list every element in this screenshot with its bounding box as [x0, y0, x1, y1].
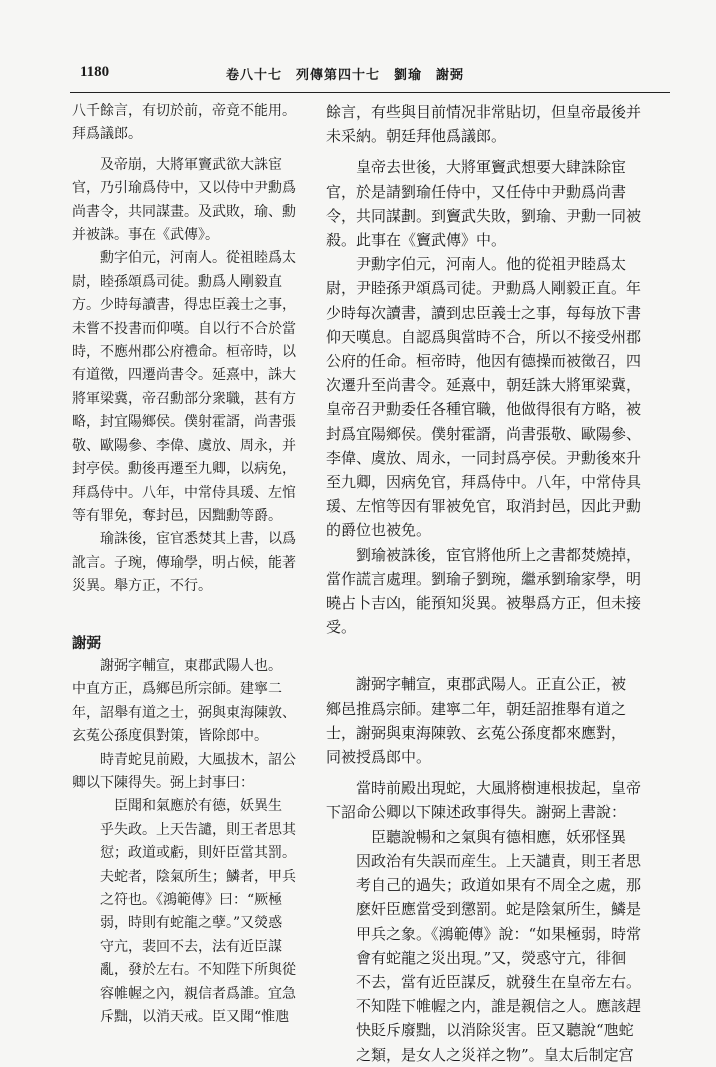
text-line: 不知陛下帷幄之内，誰是親信之人。應該趕 — [326, 997, 642, 1016]
text-line: 臣聞和氣應於有德，妖異生 — [72, 798, 282, 815]
text-line: 考自己的過失；政道如果有不周全之處，那 — [326, 876, 642, 895]
text-line: 尚書令，共同謀畫。及武敗，瑜、勳 — [72, 203, 296, 220]
section-heading: 謝弼 — [72, 634, 101, 652]
memorial-quote-block — [326, 825, 644, 1067]
text-line: 未采納。朝廷拜他爲議郎。 — [326, 127, 507, 146]
paragraph-block — [326, 252, 644, 542]
text-line: 八千餘言，有切於前，帝竟不能用。 — [72, 103, 296, 119]
text-line: 仰天嘆息。自認爲與當時不合，所以不接受州郡 — [326, 327, 642, 346]
text-line: 之類，是女人之災祥之物”。皇太后制定宫 — [326, 1045, 634, 1064]
text-line: 次遷升至尚書令。延熹中，朝廷誅大將軍梁冀， — [326, 376, 642, 395]
text-line: 拜爲議郎。 — [72, 126, 142, 143]
text-line: 謝弼字輔宣，東郡武陽人也。 — [72, 657, 282, 674]
text-line: 尉，尹睦孫尹頌爲司徒。尹勳爲人剛毅正直。年 — [326, 279, 642, 298]
text-line: 殺。此事在《竇武傳》中。 — [326, 231, 507, 250]
text-line: 瑗、左悺等因有罪被免官，取消封邑，因此尹勳 — [326, 497, 642, 516]
text-line: 勳字伯元，河南人。從祖睦爲太 — [72, 250, 296, 267]
text-line: 弱，時則有蛇龍之孽。”又熒惑 — [72, 915, 283, 932]
text-line: 餘言，有些與目前情况非常貼切，但皇帝最後并 — [326, 103, 642, 121]
text-line: 訛言。子琬，傳瑜學，明占候，能著 — [72, 554, 296, 571]
text-line: 瑜誅後，宦官悉焚其上書，以爲 — [72, 531, 296, 548]
text-line: 封亭侯。勳後再遷至九卿，以病免， — [72, 461, 296, 478]
paragraph-block — [326, 672, 644, 769]
running-header-title: 卷八十七 列傳第四十七 劉瑜 謝弼 — [226, 68, 465, 83]
text-line: 當作謊言處理。劉瑜子劉琬，繼承劉瑜家學，明 — [326, 569, 642, 588]
paragraph-block — [72, 528, 308, 598]
paragraph-block — [326, 543, 644, 640]
text-line: 夫蛇者，陰氣所生；鱗者，甲兵 — [72, 868, 296, 885]
text-line: 公府的任命。桓帝時，他因有德操而被徵召，四 — [326, 352, 642, 371]
paragraph-block — [72, 749, 308, 796]
page-number: 1180 — [80, 64, 110, 80]
text-line: 受。 — [326, 618, 357, 637]
paragraph-block — [72, 154, 308, 248]
text-line: 將軍梁冀，帝召勳部分衆職，甚有方 — [72, 390, 296, 407]
text-line: 拜爲侍中。八年，中常侍具瑗、左悺 — [72, 484, 296, 501]
text-line: 尉，睦孫頌爲司徒。勳爲人剛毅直 — [72, 273, 282, 290]
text-line: 時，不應州郡公府禮命。桓帝時，以 — [72, 344, 296, 361]
text-line: 乎失政。上天告譴，則王者思其 — [72, 821, 296, 838]
text-line: 官，於是請劉瑜任侍中，又任侍中尹勳爲尚書 — [326, 182, 627, 201]
text-line: 等有罪免，奪封邑，因黜勳等爵。 — [72, 507, 282, 524]
text-line: 因政治有失誤而産生。上天譴責，則王者思 — [326, 851, 642, 870]
text-line: 亂，發於左右。不知陛下所與從 — [72, 962, 296, 979]
text-line: 劉瑜被誅後，宦官將他所上之書都焚燒掉， — [326, 545, 642, 564]
vernacular-translation-column — [326, 100, 644, 1067]
text-line: 會有蛇龍之災出現。”又，熒惑守亢，徘徊 — [326, 948, 627, 967]
paragraph-block — [72, 247, 308, 528]
text-line: 略，封宜陽鄉侯。僕射霍諝，尚書張 — [72, 414, 296, 431]
text-line: 斥黜，以消天戒。臣又聞“惟虺 — [72, 1009, 290, 1026]
text-line: 尹勳字伯元，河南人。他的從祖尹睦爲太 — [326, 255, 627, 274]
text-line: 年，詔舉有道之士，弼與東海陳敦、 — [72, 704, 296, 721]
text-line: 守亢，裴回不去，法有近臣謀 — [72, 938, 282, 955]
text-line: 快貶斥廢黜，以消除災害。臣又聽說“虺蛇 — [326, 1021, 634, 1040]
text-line: 少時每次讀書，讀到忠臣義士之事，每每放下書 — [326, 303, 642, 322]
text-line: 當時前殿出現蛇，大風將樹連根拔起，皇帝 — [326, 779, 642, 798]
text-line: 之符也。《鴻範傳》曰：“厥極 — [72, 892, 283, 908]
text-line: 時青蛇見前殿，大風拔木，詔公 — [72, 751, 296, 768]
text-line: 皇帝召尹勳委任各種官職，他做得很有方略，被 — [326, 400, 642, 419]
text-line: 官，乃引瑜爲侍中，又以侍中尹勳爲 — [72, 180, 296, 197]
text-line: 有道徵，四遷尚書令。延熹中，誅大 — [72, 367, 296, 384]
text-line: 皇帝去世後，大將軍竇武想要大肆誅除宦 — [326, 158, 627, 177]
paragraph-block — [72, 655, 308, 749]
text-line: 災異。舉方正，不行。 — [72, 578, 212, 595]
text-line: 同被授爲郎中。 — [326, 748, 432, 767]
paragraph-block — [72, 100, 308, 147]
text-line: 方。少時每讀書，得忠臣義士之事， — [72, 297, 296, 314]
text-line: 謝弼字輔宣，東郡武陽人。正直公正，被 — [326, 675, 627, 694]
text-line: 玄菟公孫度俱對策，皆除郎中。 — [72, 728, 268, 745]
text-line: 中直方正，爲鄉邑所宗師。建寧二 — [72, 681, 282, 698]
text-line: 曉占卜吉凶，能預知災異。被舉爲方正，但未接 — [326, 594, 642, 613]
text-line: 未嘗不投書而仰嘆。自以行不合於當 — [72, 320, 296, 337]
text-line: 敬、歐陽參、李偉、虞放、周永，并 — [72, 437, 296, 454]
classical-text-column — [72, 100, 308, 1029]
text-line: 封爲宜陽鄉侯。僕射霍諝，尚書張敬、歐陽參、 — [326, 424, 642, 443]
text-line: 容帷幄之內，親信者爲誰。宜急 — [72, 985, 296, 1002]
text-line: 下詔命公卿以下陳述政事得失。謝弼上書說： — [326, 803, 627, 822]
header-rule — [70, 92, 670, 93]
text-line: 卿以下陳得失。弼上封事曰： — [72, 774, 254, 791]
paragraph-block — [326, 776, 644, 824]
text-line: 至九卿，因病免官，拜爲侍中。八年，中常侍具 — [326, 473, 642, 492]
text-line: 鄉邑推爲宗師。建寧二年，朝廷詔推舉有道之 — [326, 699, 627, 718]
text-line: 愆；政道或虧，則奸臣當其罰。 — [72, 845, 296, 862]
text-line: 并被誅。事在《武傳》。 — [72, 227, 219, 244]
text-line: 臣聽說暢和之氣與有德相應，妖邪怪異 — [326, 827, 627, 846]
text-line: 不去，當有近臣謀反，就發生在皇帝左右。 — [326, 972, 642, 991]
text-line: 麽奸臣應當受到懲罰。蛇是陰氣所生，鱗是 — [326, 900, 642, 919]
text-line: 甲兵之象。《鴻範傳》說：“如果極弱，時常 — [326, 924, 642, 943]
text-line: 及帝崩，大將軍竇武欲大誅宦 — [72, 156, 282, 173]
text-line: 士，謝弼與東海陳敦、玄菟公孫度都來應對， — [326, 723, 627, 742]
text-line: 的爵位也被免。 — [326, 521, 432, 540]
paragraph-block — [326, 155, 644, 252]
memorial-quote-block — [72, 795, 308, 1029]
text-line: 令，共同謀劃。到竇武失敗，劉瑜、尹勳一同被 — [326, 206, 642, 225]
text-line: 李偉、虞放、周永，一同封爲亭侯。尹勳後來升 — [326, 448, 642, 467]
paragraph-block — [326, 100, 644, 148]
